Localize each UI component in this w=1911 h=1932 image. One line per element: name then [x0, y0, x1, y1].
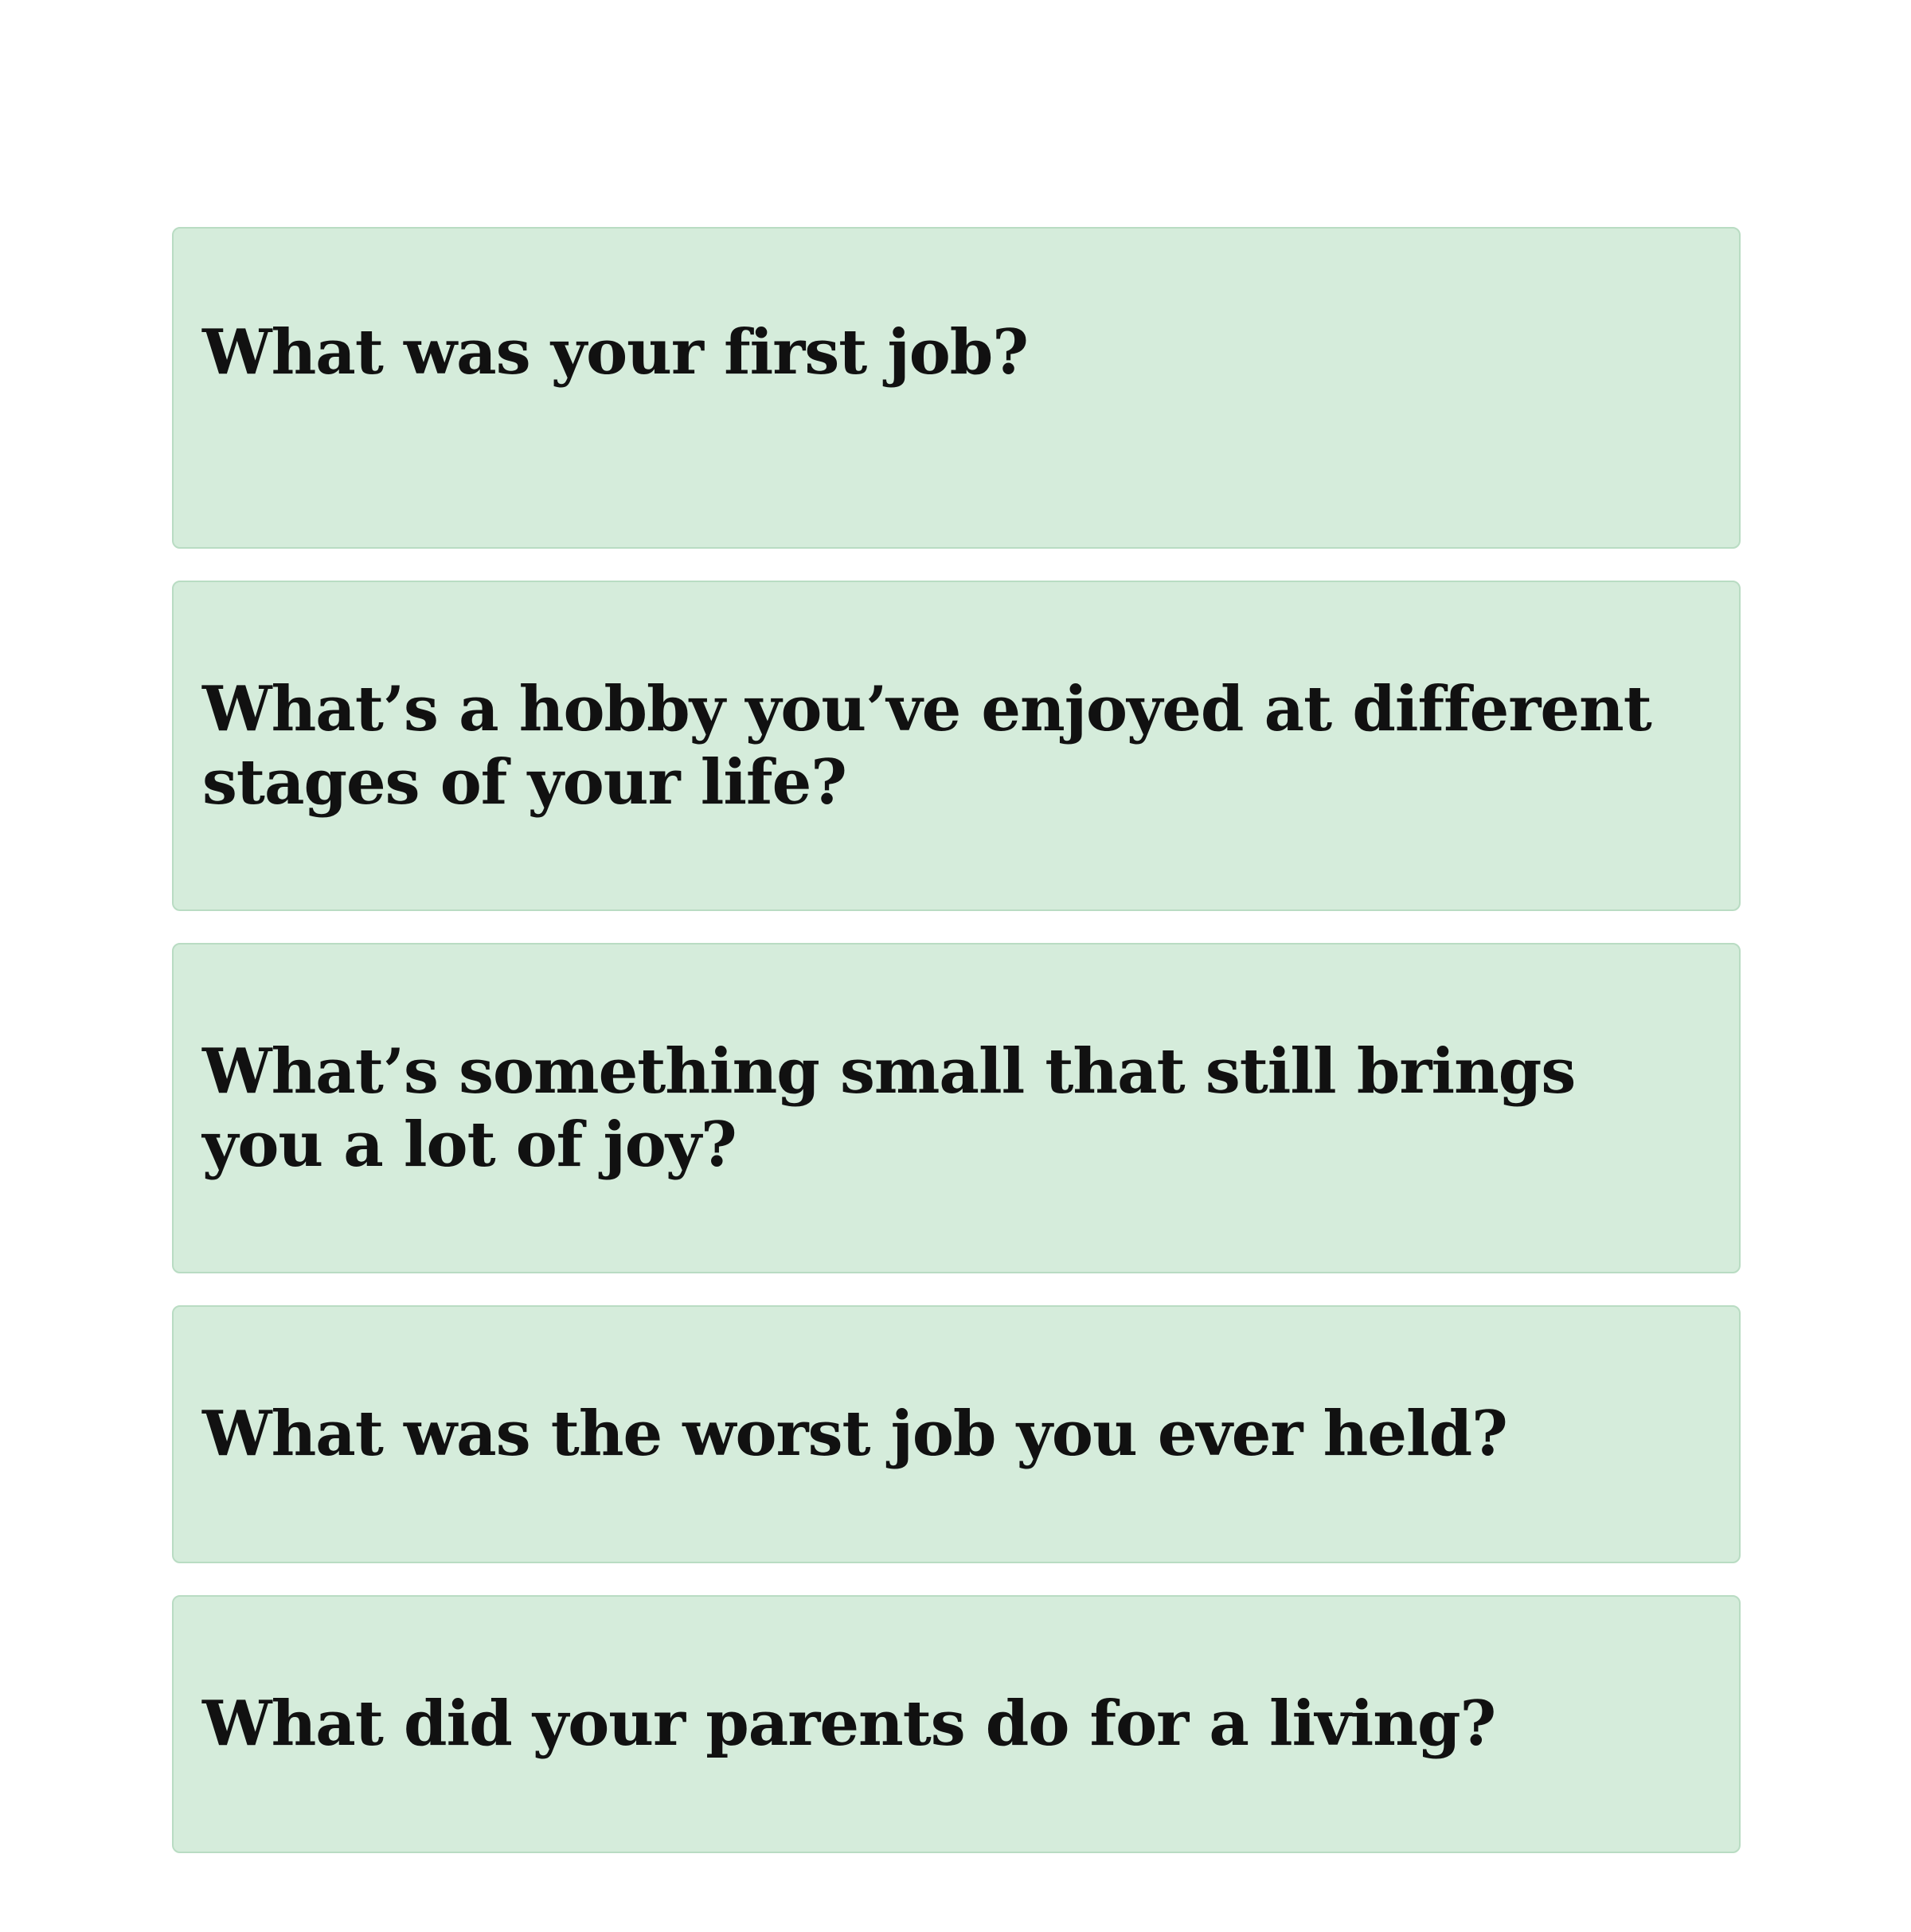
- question-card-parents-living[interactable]: [172, 1595, 1741, 1853]
- question-card-small-joy[interactable]: [172, 943, 1741, 1273]
- question-text: What was your first job?: [202, 316, 1028, 389]
- question-text: What did your parents do for a living?: [202, 1688, 1496, 1760]
- question-text: What was the worst job you ever held?: [202, 1398, 1507, 1470]
- question-text: What’s something small that still brings you a lot of joy?: [202, 1034, 1576, 1181]
- question-card-worst-job[interactable]: [172, 1305, 1741, 1563]
- question-list: [172, 227, 1741, 1853]
- question-card-first-job[interactable]: [172, 227, 1741, 549]
- question-text: What’s a hobby you’ve enjoyed at different stages of your life?: [202, 672, 1651, 819]
- question-card-hobby[interactable]: [172, 581, 1741, 911]
